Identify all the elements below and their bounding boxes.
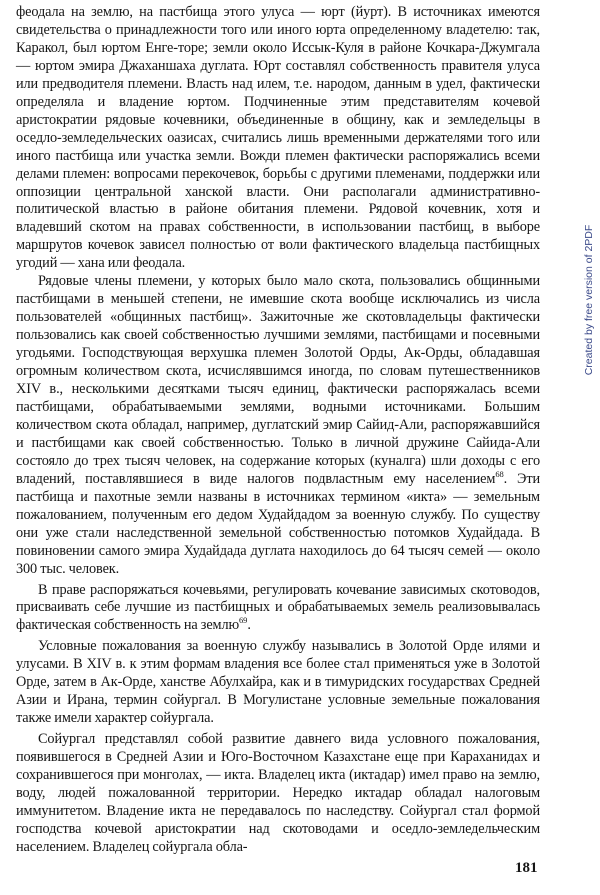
- paragraph-3-text: В праве распоряжаться кочевьями, регулировать кочевание зависимых скотоводов, присваивать себе лучшие из пастбищных и обрабатываемых земель реализовывалась фактическая собственность на землю: [16, 581, 540, 634]
- paragraph-1-text: феодала на землю, на пастбища этого улуса — юрт (йурт). В источниках имеются свидетельства о принадлежности того или иного юрта определенному владетелю: так, Каракол, был юртом Енге-торе; земли около Иссык-Куля в районе Кочкара-Джумгала — юртом эмира Джаханшаха дуглата. Юрт составлял собственность правителя улуса или предводителя племени. Власть над илем, т.е. народом, данным в удел, фактически определяла и владение юртом. Подчиненные этим представителям кочевой аристократии рядовые кочевники, объединенные в общину, как и земледельцы в оседло-земледельческих оазисах, считались лишь временными держателями того или иного пастбища или участка земли. Вожди племен фактически распоряжались всеми делами племен: вопросами перекочевок, борьбы с другими племенами, поддержки или оппозиции центральной ханской власти. Они располагали административно-политической властью в районе обитания племени. Рядовой кочевник, хотя и владевший скотом на правах собственности, в использовании пастбищ, в выборе маршрутов кочевок зависел полностью от воли фактического владельца пастбищных угодий — хана или феодала.: [16, 4, 540, 272]
- paragraph-4: [16, 638, 540, 728]
- page-number: 181: [515, 860, 538, 876]
- footnote-ref-68[interactable]: 68: [495, 469, 504, 480]
- paragraph-3-tail: .: [247, 617, 251, 634]
- paragraph-2-tail: . Эти пастбища и пахотные земли названы в источниках термином «икта» — земельным пожалованием, полученным его дедом Худайдадом за военную службу. По существу они уже стали наследственной земельной собственностью потомков Худайдада. В повиновении самого эмира Худайдада дуглата находилось до 64 тысяч семей — около 300 тыс. человек.: [16, 470, 540, 577]
- paragraph-1: [16, 4, 540, 273]
- paragraph-2-text: Рядовые члены племени, у которых было мало скота, пользовались общинными пастбищами в меньшей степени, не имевшие скота вообще исключались из числа пользователей «общинных пастбищ». Зажиточные же скотовладельцы фактически пользовались как своей собственностью лучшими землями, пастбищами и посевными угодьями. Господствующая верхушка племен Золотой Орды, Ак-Орды, обладавшая огромным количеством скота, исчислявшимся иногда, по словам путешественников XIV в., несколькими десятками тысяч единиц, фактически распоряжалась всеми пастбищами, обрабатываемыми землями, водными источниками. Большим количеством скота обладал, например, дуглатский эмир Сайид-Али, распоряжавшийся и пастбищами как своей собственностью. Только в личной дружине Сайида-Али состояло до трех тысяч человек, на содержание которых (куналга) шли доходы с его владений, поставлявшиеся в виде налогов подвластным ему населением: [16, 273, 540, 487]
- paragraph-4-text: Условные пожалования за военную службу назывались в Золотой Орде илями и улусами. В XIV в. к этим формам владения все более стал применяться уже в Золотой Орде, затем в Ак-Орде, ханстве Абулхайра, как и в тимуридских государствах Средней Азии и Ирана, термин сойургал. В Могулистане условные земельные пожалования также имели характер сойургала.: [16, 638, 540, 727]
- text-column: [16, 4, 540, 857]
- watermark-text: Created by free version of 2PDF: [583, 224, 595, 376]
- paragraph-5-text: Сойургал представлял собой развитие давнего вида условного пожалования, появившегося в Средней Азии и Юго-Восточном Казахстане еще при Караханидах и сохранившегося при монголах, — икта. Владелец икта (иктадар) имел право на землю, воду, людей пожалованной территории. Нередко иктадар обладал налоговым иммунитетом. Владение икта не передавалось по наследству. Сойургал стал формой господства кочевой аристократии над скотоводами и оседло-земледельческим населением. Владелец сойургала обла-: [16, 731, 540, 855]
- paragraph-3: [16, 582, 540, 636]
- paragraph-2: [16, 273, 540, 578]
- paragraph-5: [16, 731, 540, 857]
- footnote-ref-69[interactable]: 69: [239, 615, 248, 626]
